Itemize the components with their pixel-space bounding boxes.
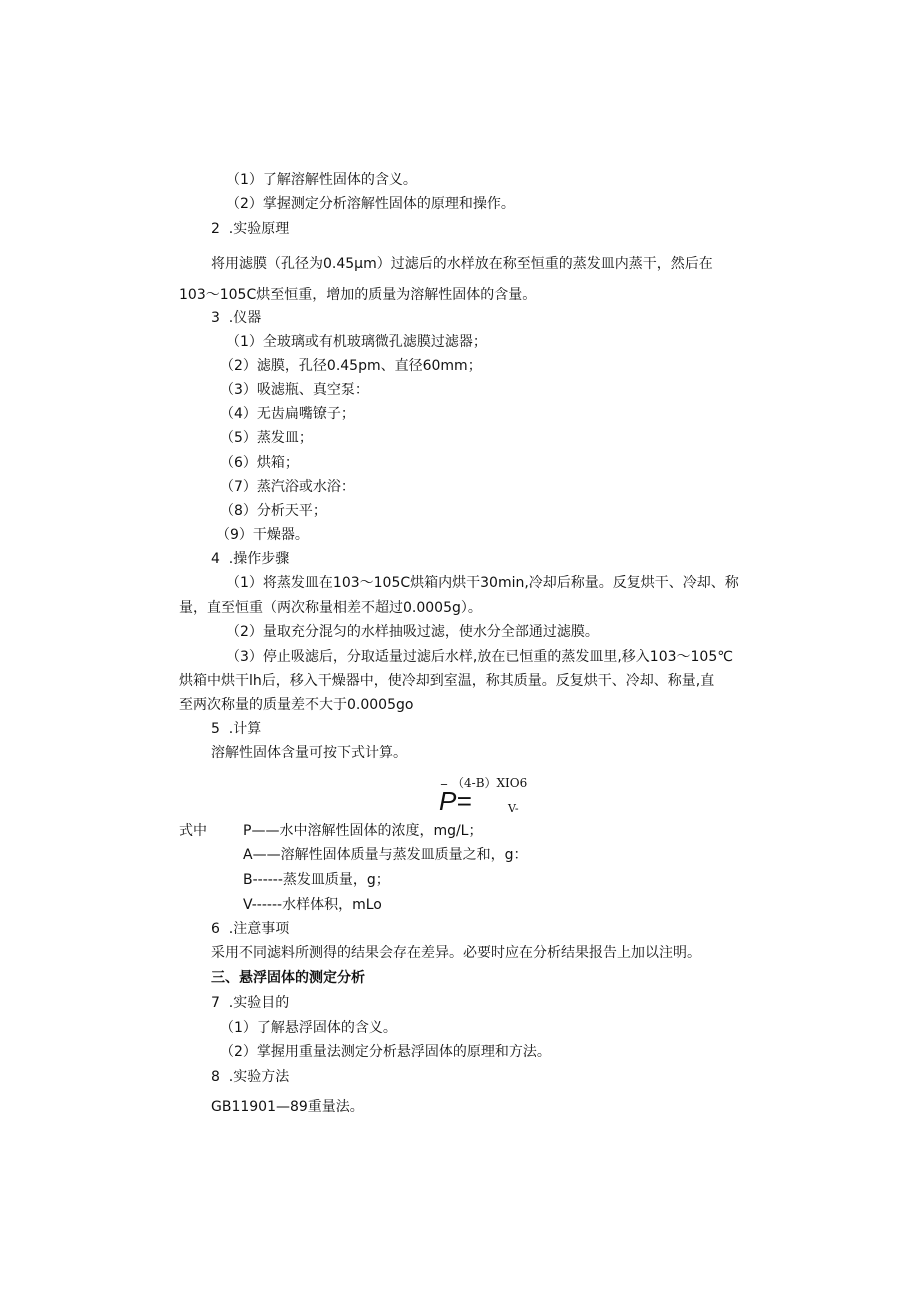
instrument-item-7: （7）蒸汽浴或水浴： [220,479,355,495]
instrument-item-3: （3）吸滤瓶、真空泵： [220,382,369,398]
principle-text-1: 将用滤膜（孔径为0.45μm）过滤后的水样放在称至恒重的蒸发皿内蒸干，然后在 [211,256,713,272]
objective-ss-2: （2）掌握用重量法测定分析悬浮固体的原理和方法。 [220,1044,551,1060]
formula-lhs: P= [439,786,472,816]
instrument-item-4: （4）无齿扁嘴镣子； [220,406,355,422]
section-heading-principle: 2 .实验原理 [211,221,290,237]
variable-a-definition: A——溶解性固体质量与蒸发皿质量之和，g： [243,847,528,863]
procedure-step-1a: （1）将蒸发皿在103～105C烘箱内烘干30min,冷却后称量。反复烘干、冷却、称 [226,575,739,591]
section-heading-objective: 7 .实验目的 [211,995,290,1011]
formula-dash: _ [441,771,447,785]
variable-v-definition: V------水样体积，mLo [243,897,382,913]
instrument-item-2: （2）滤膜，孔径0.45pm、直径60mm； [220,358,482,374]
procedure-step-3b: 烘箱中烘干lh后，移入干燥器中，使冷却到室温，称其质量。反复烘干、冷却、称量,直 [179,673,715,689]
objective-ss-1: （1）了解悬浮固体的含义。 [220,1020,397,1036]
instrument-item-9: （9）干燥器。 [216,527,309,543]
section-heading-method: 8 .实验方法 [211,1069,290,1085]
instrument-item-1: （1）全玻璃或有机玻璃微孔滤膜过滤器； [226,334,487,350]
instrument-item-8: （8）分析天平； [220,503,327,519]
notes-text: 采用不同滤料所测得的结果会存在差异。必要时应在分析结果报告上加以注明。 [211,945,701,961]
formula-numerator: （4-B）XIO6 [452,776,528,790]
formula-denominator: V- [508,802,519,815]
procedure-step-1b: 量，直至恒重（两次称量相差不超过0.0005g）。 [179,600,482,616]
method-standard: GB11901—89重量法。 [211,1099,364,1115]
variable-b-definition: B------蒸发皿质量，g； [243,872,390,888]
section-heading-instruments: 3 .仪器 [211,310,262,326]
procedure-step-3a: （3）停止吸滤后，分取适量过滤后水样,放在已恒重的蒸发皿里,移入103～105℃ [226,649,733,665]
procedure-step-2: （2）量取充分混匀的水样抽吸过滤，使水分全部通过滤膜。 [226,624,599,640]
principle-text-2: 103～105C烘至恒重，增加的质量为溶解性固体的含量。 [179,287,537,303]
instrument-item-6: （6）烘箱； [220,455,299,471]
variable-p-definition: P——水中溶解性固体的浓度，mg/L； [243,823,483,839]
objective-2: （2）掌握测定分析溶解性固体的原理和操作。 [226,196,515,212]
calculation-intro: 溶解性固体含量可按下式计算。 [211,745,407,761]
instrument-item-5: （5）蒸发皿； [220,430,313,446]
objective-1: （1）了解溶解性固体的含义。 [226,172,417,188]
section-heading-notes: 6 .注意事项 [211,921,290,937]
section-heading-calculation: 5 .计算 [211,721,262,737]
chapter-heading-suspended-solids: 三、悬浮固体的测定分析 [211,970,365,986]
procedure-step-3c: 至两次称量的质量差不大于0.0005go [179,697,414,713]
formula [438,770,558,820]
where-label: 式中 [179,823,207,839]
section-heading-procedure: 4 .操作步骤 [211,551,290,567]
